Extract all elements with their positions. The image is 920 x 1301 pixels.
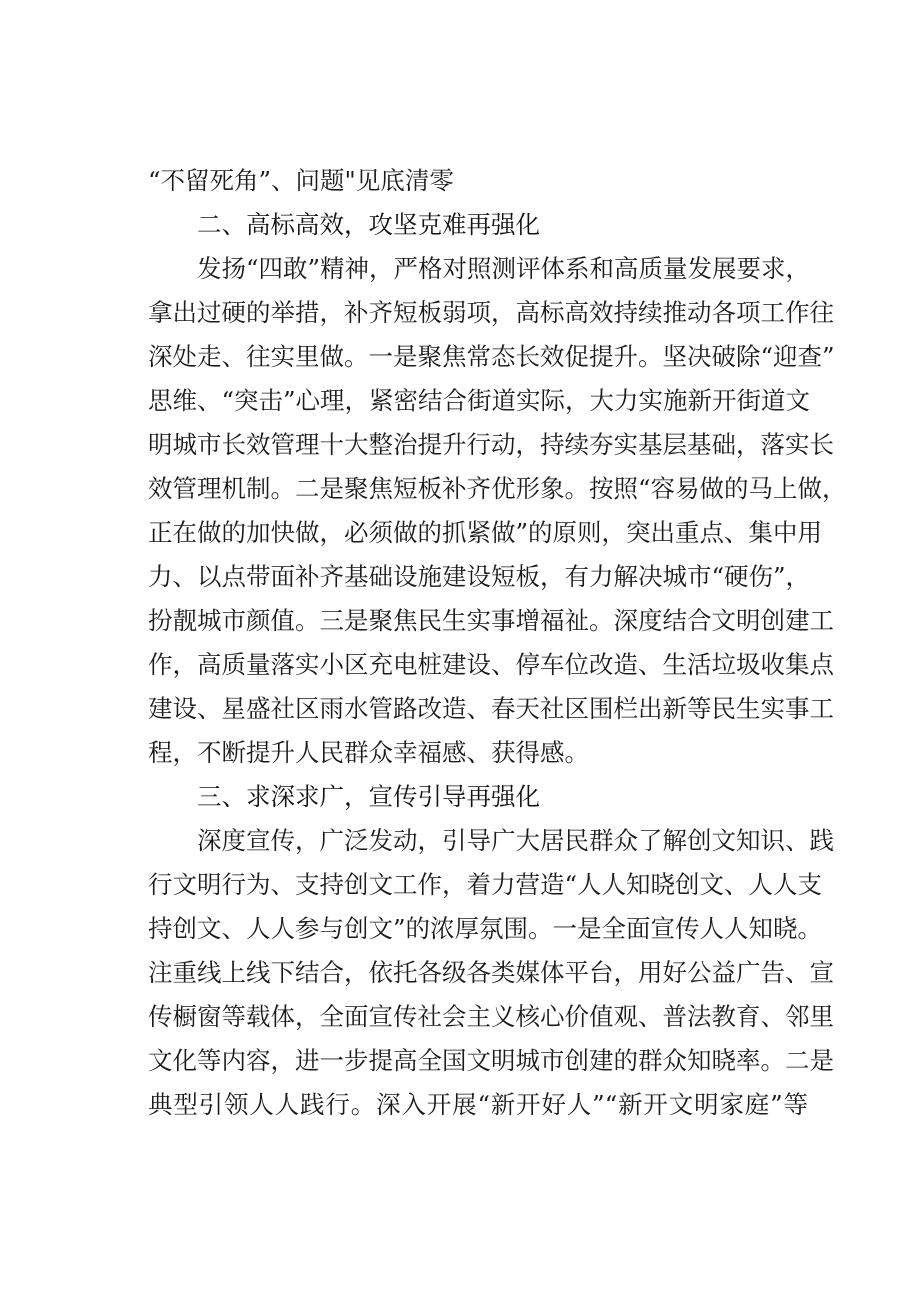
paragraph-line: 文化等内容，进一步提高全国文明城市创建的群众知晓率。二是: [148, 1046, 834, 1075]
paragraph-line: 效管理机制。二是聚焦短板补齐优形象。按照“容易做的马上做，: [148, 474, 847, 503]
paragraph-line: 发扬“四敢”精神，严格对照测评体系和高质量发展要求，: [197, 254, 811, 283]
paragraph-line: 扮靓城市颜值。三是聚焦民生实事增福祉。深度结合文明创建工: [148, 606, 834, 635]
paragraph-line: 作，高质量落实小区充电桩建设、停车位改造、生活垃圾收集点: [148, 650, 834, 679]
paragraph-line: 程，不断提升人民群众幸福感、获得感。: [148, 738, 589, 767]
continuation-line: “不留死角”、问题"见底清零: [148, 166, 454, 195]
paragraph-line: 建设、星盛社区雨水管路改造、春天社区围栏出新等民生实事工: [148, 694, 834, 723]
paragraph-line: 典型引领人人践行。深入开展“新开好人”“新开文明家庭”等: [148, 1090, 808, 1119]
section-heading-2: 二、高标高效，攻坚克难再强化: [197, 210, 540, 239]
paragraph-line: 思维、“突击”心理，紧密结合街道实际，大力实施新开街道文: [148, 386, 811, 415]
paragraph-line: 行文明行为、支持创文工作，着力营造“人人知晓创文、人人支: [148, 870, 823, 899]
paragraph-line: 拿出过硬的举措，补齐短板弱项，高标高效持续推动各项工作往: [148, 298, 834, 327]
paragraph-line: 明城市长效管理十大整治提升行动，持续夯实基层基础，落实长: [148, 430, 834, 459]
paragraph-line: 传橱窗等载体，全面宣传社会主义核心价值观、普法教育、邻里: [148, 1002, 834, 1031]
section-heading-3: 三、求深求广，宣传引导再强化: [197, 782, 540, 811]
paragraph-line: 力、以点带面补齐基础设施建设短板，有力解决城市“硬伤”，: [148, 562, 811, 591]
paragraph-line: 正在做的加快做，必须做的抓紧做”的原则，突出重点、集中用: [148, 518, 823, 547]
paragraph-line: 持创文、人人参与创文”的浓厚氛围。一是全面宣传人人知晓。: [148, 914, 823, 943]
paragraph-line: 注重线上线下结合，依托各级各类媒体平台，用好公益广告、宣: [148, 958, 834, 987]
paragraph-line: 深处走、往实里做。一是聚焦常态长效促提升。坚决破除“迎查”: [148, 342, 835, 371]
paragraph-line: 深度宣传，广泛发动，引导广大居民群众了解创文知识、践: [197, 826, 834, 855]
